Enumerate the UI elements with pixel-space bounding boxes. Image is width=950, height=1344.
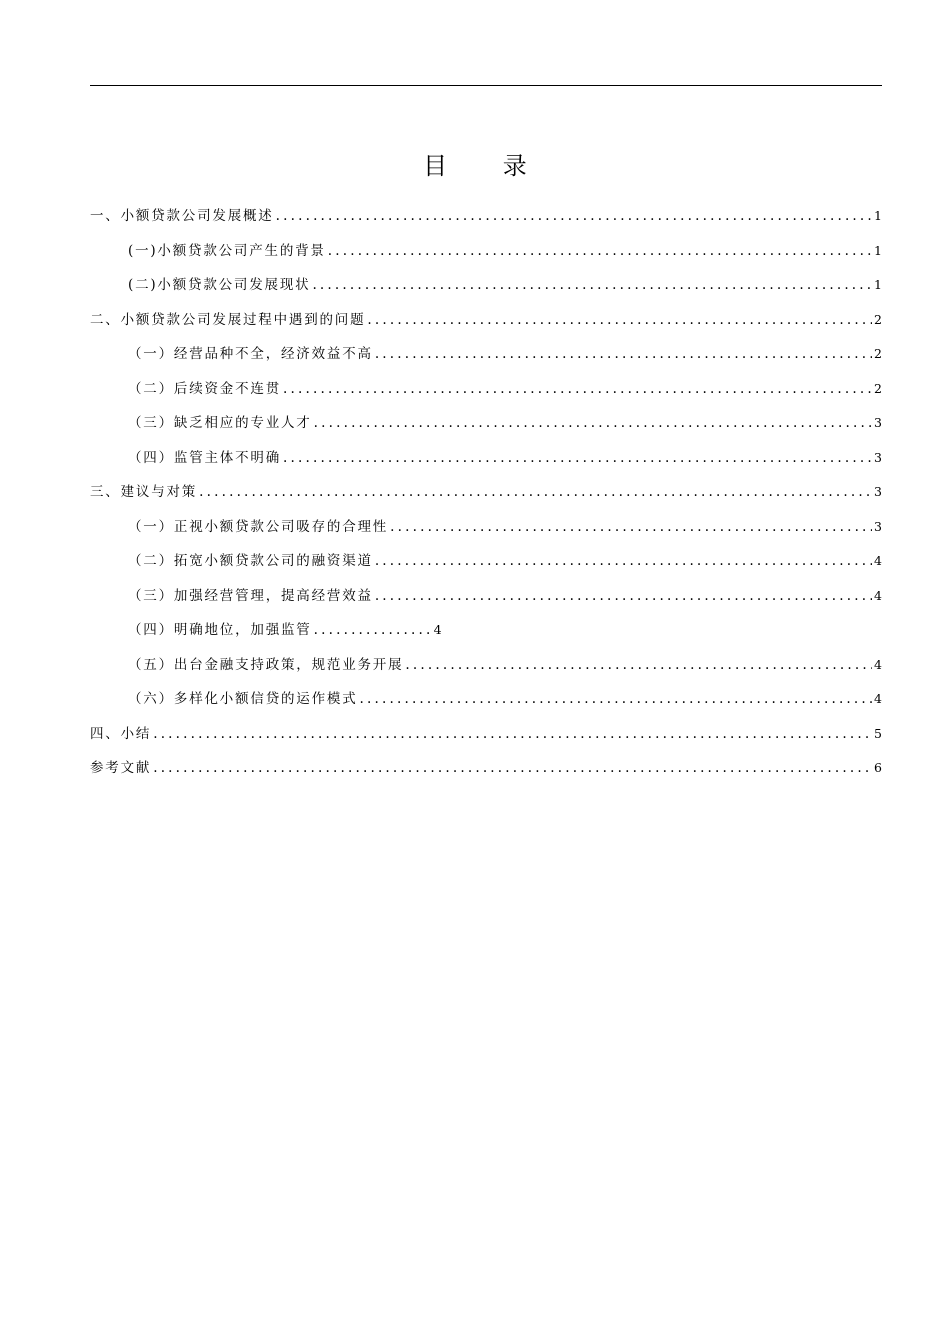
toc-dot-leader <box>367 312 872 328</box>
toc-dot-leader <box>328 243 872 259</box>
toc-dot-leader <box>360 691 873 707</box>
toc-page-number: 4 <box>874 587 882 603</box>
toc-page-number: 2 <box>874 380 882 396</box>
toc-entry[interactable] <box>90 480 882 515</box>
toc-dot-leader <box>153 726 872 742</box>
page-title: 目 录 <box>423 152 551 180</box>
toc-entry[interactable] <box>90 204 882 239</box>
toc-entry-label: （一）经营品种不全，经济效益不高 <box>128 346 373 362</box>
toc-dot-leader <box>276 208 872 224</box>
toc-entry-label: （六）多样化小额信贷的运作模式 <box>128 691 358 707</box>
toc-page-number: 4 <box>433 622 442 637</box>
toc-page-number: 5 <box>874 725 882 741</box>
toc-entry-label: 一、小额贷款公司发展概述 <box>90 208 274 224</box>
toc-dot-leader <box>312 277 872 293</box>
toc-dot-leader <box>314 622 432 638</box>
toc-entry-label: 三、建议与对策 <box>90 484 198 500</box>
toc-entry-label: 四、小结 <box>90 725 152 742</box>
toc-dot-leader <box>283 450 872 466</box>
toc-entry[interactable] <box>90 618 882 653</box>
toc-entry-label: （三）加强经营管理，提高经营效益 <box>128 587 373 604</box>
toc-page-number: 6 <box>874 760 882 775</box>
toc-entry[interactable] <box>90 342 882 377</box>
toc-entry[interactable] <box>90 756 882 791</box>
toc-dot-leader <box>283 381 872 397</box>
toc-entry-label: （五）出台金融支持政策，规范业务开展 <box>128 656 404 673</box>
toc-entry[interactable] <box>90 308 882 343</box>
toc-page-number: 4 <box>874 553 882 568</box>
table-of-contents <box>90 204 882 791</box>
toc-entry[interactable] <box>90 653 882 688</box>
toc-entry-label: 参考文献 <box>90 760 152 776</box>
toc-dot-leader <box>199 484 872 500</box>
toc-entry[interactable] <box>90 446 882 481</box>
toc-entry[interactable] <box>90 273 882 308</box>
toc-dot-leader <box>390 519 872 535</box>
toc-page-number: 1 <box>874 277 882 292</box>
toc-entry-label: （二）后续资金不连贯 <box>128 380 281 397</box>
toc-entry[interactable] <box>90 549 882 584</box>
toc-dot-leader <box>153 760 872 776</box>
toc-page-number: 2 <box>874 346 882 361</box>
toc-page-number: 1 <box>874 208 882 223</box>
header-rule <box>90 85 882 86</box>
toc-entry-label: （四）监管主体不明确 <box>128 449 281 466</box>
toc-entry[interactable] <box>90 515 882 550</box>
toc-page-number: 4 <box>874 691 882 706</box>
toc-entry-label: 二、小额贷款公司发展过程中遇到的问题 <box>90 311 366 328</box>
toc-page-number: 3 <box>874 449 882 465</box>
toc-entry[interactable] <box>90 411 882 446</box>
toc-entry-label: （一）正视小额贷款公司吸存的合理性 <box>128 518 389 535</box>
toc-entry[interactable] <box>90 687 882 722</box>
toc-page-number: 3 <box>874 415 882 430</box>
toc-dot-leader <box>375 346 872 362</box>
toc-entry[interactable] <box>90 377 882 412</box>
toc-entry[interactable] <box>90 722 882 757</box>
toc-page-number: 3 <box>874 484 882 499</box>
toc-entry-label: (一)小额贷款公司产生的背景 <box>128 242 326 259</box>
toc-dot-leader <box>375 553 872 569</box>
toc-dot-leader <box>405 657 872 673</box>
toc-entry-label: （四）明确地位，加强监管 <box>128 622 312 638</box>
toc-entry[interactable] <box>90 239 882 274</box>
toc-entry-label: （二）拓宽小额贷款公司的融资渠道 <box>128 553 373 569</box>
toc-page-number: 1 <box>874 242 882 258</box>
toc-page-number: 4 <box>874 656 882 672</box>
toc-page-number: 2 <box>874 311 882 327</box>
toc-entry-label: (二)小额贷款公司发展现状 <box>128 277 311 293</box>
toc-entry[interactable] <box>90 584 882 619</box>
toc-dot-leader <box>314 415 872 431</box>
toc-page-number: 3 <box>874 518 882 534</box>
toc-entry-label: （三）缺乏相应的专业人才 <box>128 415 312 431</box>
toc-dot-leader <box>375 588 872 604</box>
